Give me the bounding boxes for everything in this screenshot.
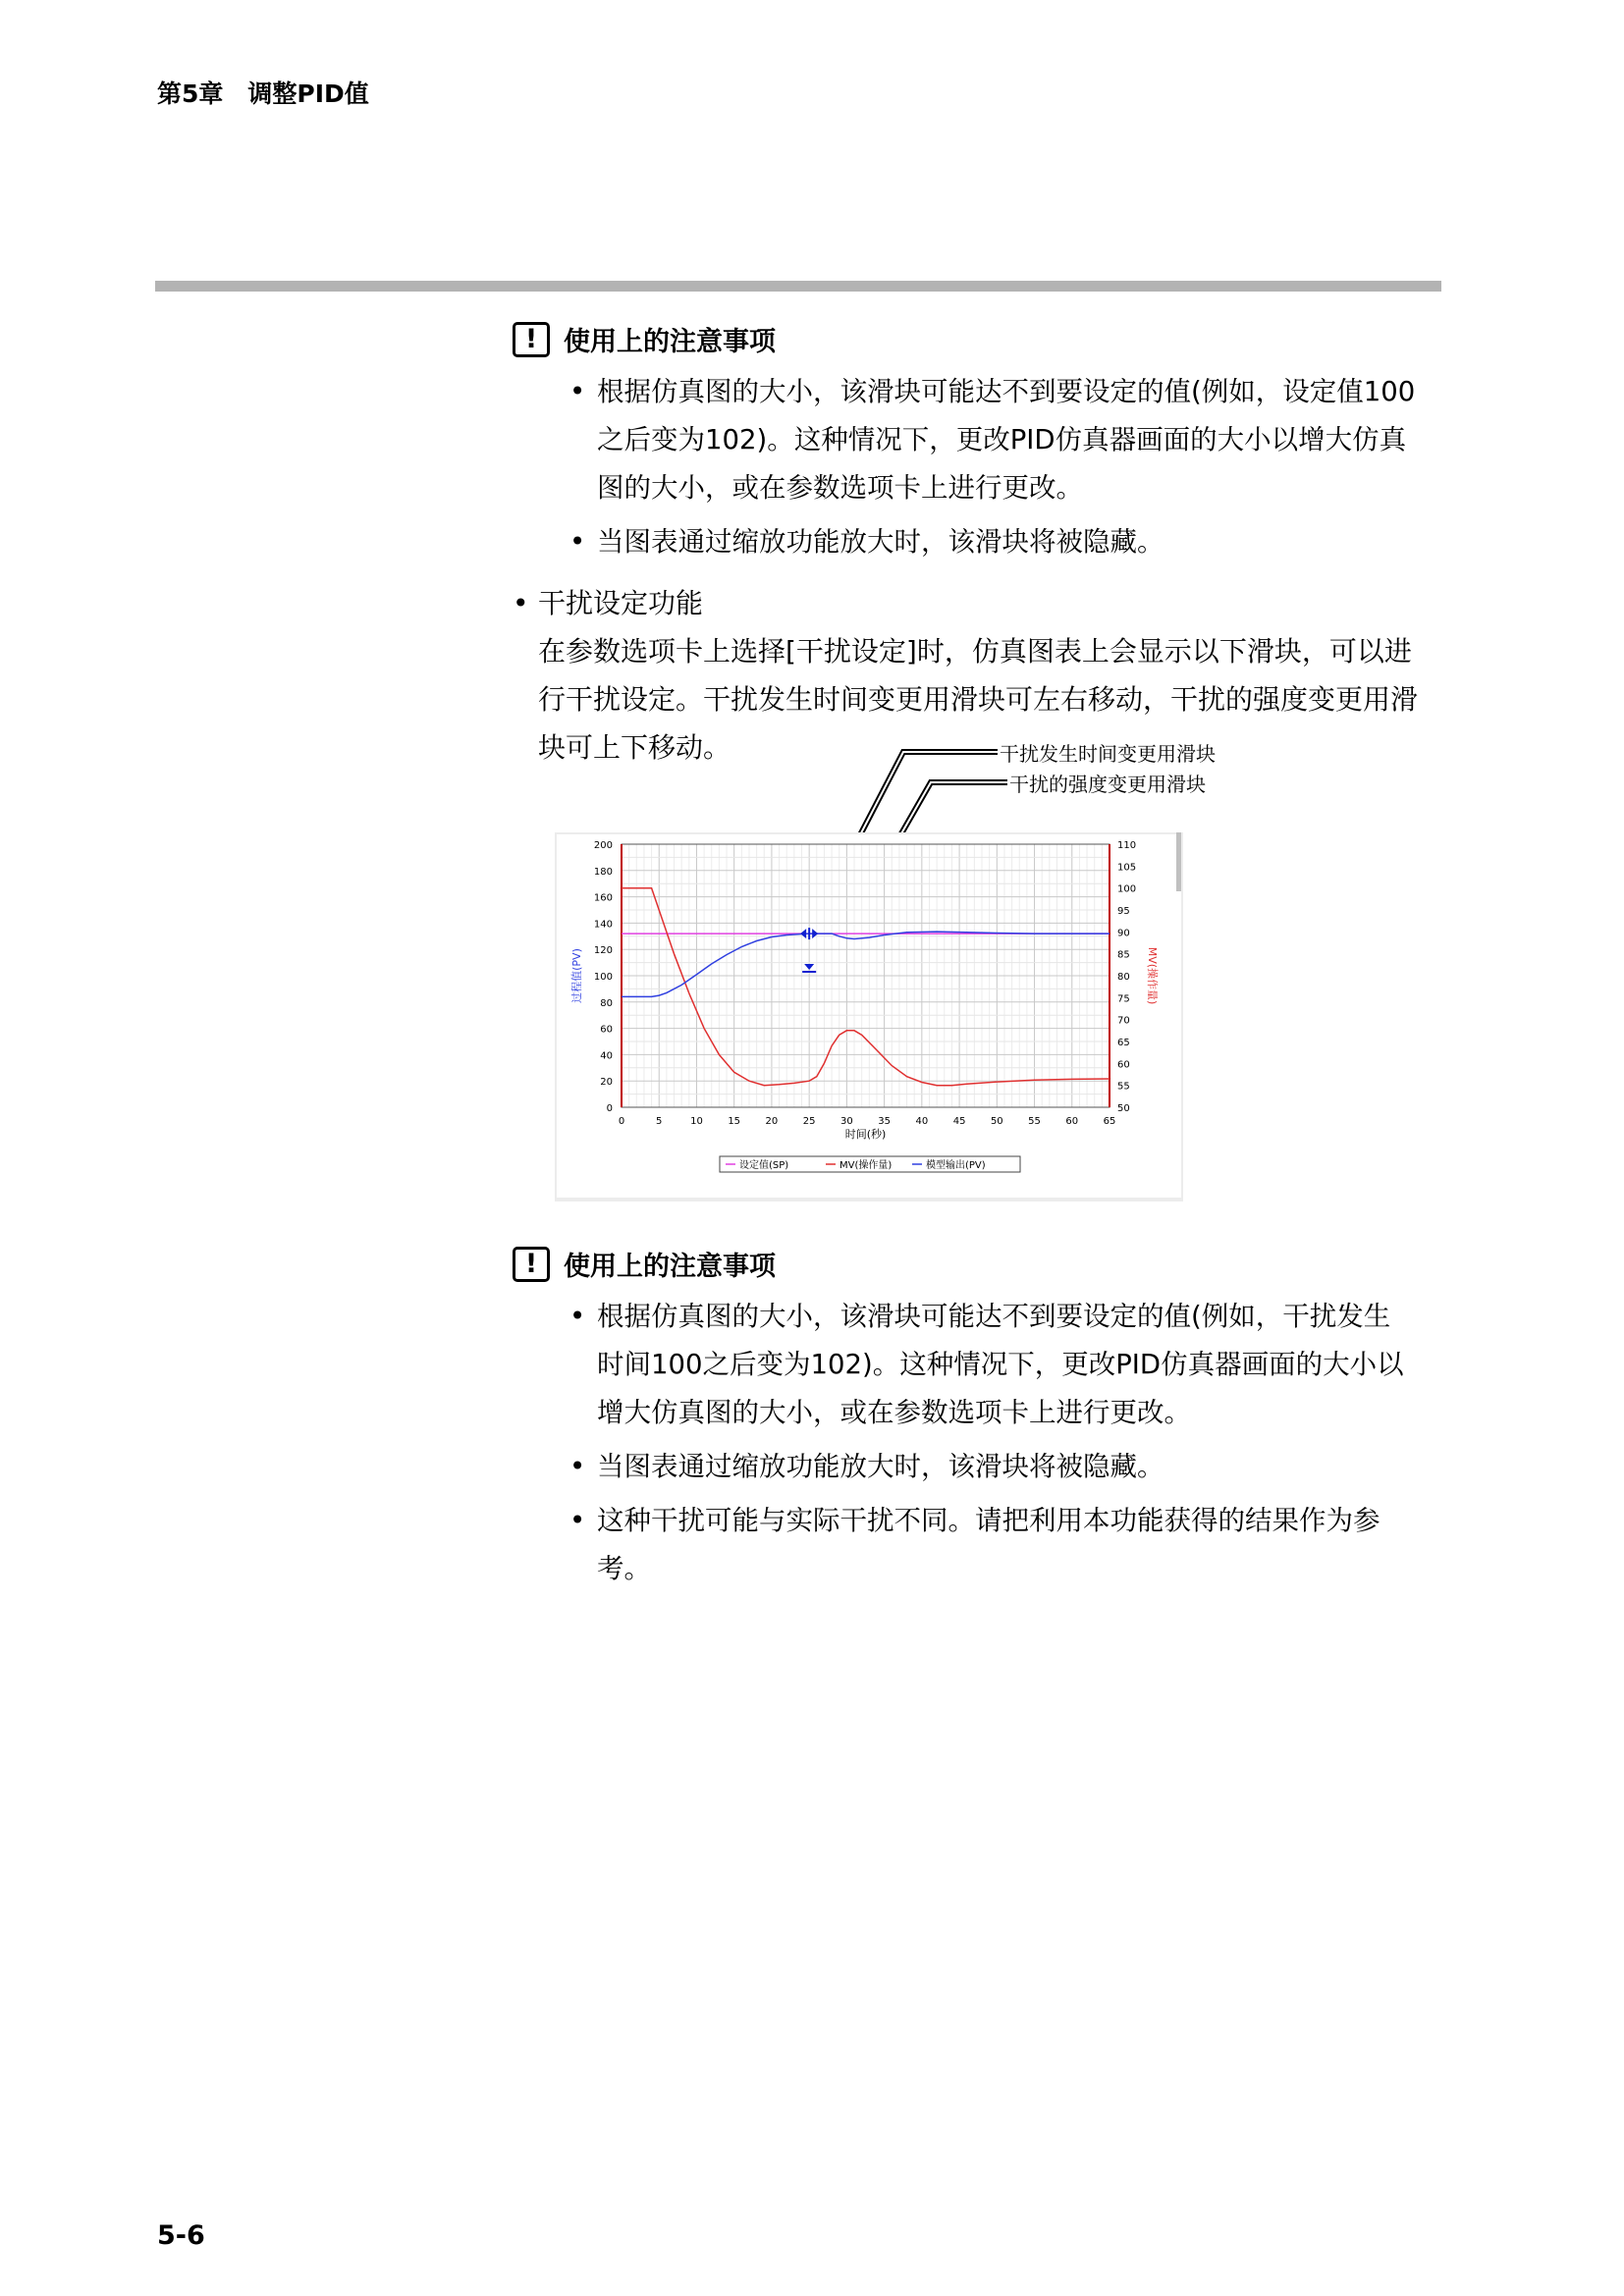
x-tick-label: 25 bbox=[802, 1116, 816, 1127]
caution2-item-2: • 当图表通过缩放功能放大时，该滑块将被隐藏。 bbox=[569, 1443, 1416, 1491]
legend-label-1: MV(操作量) bbox=[839, 1160, 893, 1171]
callout-time-slider: 干扰发生时间变更用滑块 bbox=[1000, 742, 1216, 766]
caution-title-1: ! 使用上的注意事项 bbox=[513, 320, 1455, 358]
y-left-tick-label: 120 bbox=[593, 945, 613, 957]
legend-label-2: 模型输出(PV) bbox=[926, 1160, 986, 1171]
y-left-tick-label: 0 bbox=[606, 1103, 613, 1114]
y-right-tick-label: 70 bbox=[1117, 1015, 1130, 1027]
caution2-item-1: • 根据仿真图的大小，该滑块可能达不到要设定的值(例如，干扰发生时间100之后变为102)。这种情况下，更改PID仿真器画面的大小以增大仿真图的大小，或在参数选项卡上进行更改。 bbox=[569, 1293, 1416, 1437]
caution-icon: ! bbox=[513, 1247, 550, 1282]
y-right-tick-label: 65 bbox=[1117, 1038, 1130, 1048]
y-left-tick-label: 160 bbox=[593, 892, 613, 904]
y-right-tick-label: 80 bbox=[1117, 972, 1130, 983]
y-right-tick-label: 85 bbox=[1117, 949, 1130, 961]
y-right-tick-label: 105 bbox=[1117, 862, 1137, 874]
x-tick-label: 0 bbox=[618, 1116, 625, 1127]
scrollbar bbox=[1176, 832, 1181, 891]
y-right-tick-label: 60 bbox=[1117, 1059, 1130, 1071]
x-tick-label: 35 bbox=[878, 1116, 891, 1127]
y-left-tick-label: 140 bbox=[593, 919, 613, 931]
caution1-item-2: • 当图表通过缩放功能放大时，该滑块将被隐藏。 bbox=[569, 518, 1416, 566]
y-left-tick-label: 20 bbox=[600, 1077, 613, 1089]
x-tick-label: 60 bbox=[1065, 1116, 1079, 1127]
y-left-tick-label: 200 bbox=[593, 840, 613, 851]
x-tick-label: 5 bbox=[656, 1116, 663, 1127]
caution-title-2: ! 使用上的注意事项 bbox=[513, 1245, 1455, 1283]
x-tick-label: 10 bbox=[690, 1116, 703, 1127]
feature-title: • 干扰设定功能 bbox=[513, 579, 1435, 627]
y-right-tick-label: 100 bbox=[1117, 883, 1137, 895]
feature-body: 在参数选项卡上选择[干扰设定]时，仿真图表上会显示以下滑块，可以进行干扰设定。干扰发生时间变更用滑块可左右移动，干扰的强度变更用滑块可上下移动。 bbox=[538, 635, 1419, 764]
chart-legend bbox=[720, 1156, 1020, 1172]
y-left-tick-label: 180 bbox=[593, 866, 613, 878]
x-axis-label: 时间(秒) bbox=[844, 1128, 887, 1141]
x-tick-label: 40 bbox=[915, 1116, 929, 1127]
callout-strength-slider: 干扰的强度变更用滑块 bbox=[1009, 773, 1206, 796]
y-axis-left-label: 过程值(PV) bbox=[570, 948, 583, 1003]
y-left-tick-label: 40 bbox=[600, 1050, 613, 1062]
y-left-tick-label: 80 bbox=[600, 997, 613, 1009]
y-left-tick-label: 60 bbox=[600, 1024, 613, 1036]
x-tick-label: 65 bbox=[1103, 1116, 1116, 1127]
x-tick-label: 45 bbox=[952, 1116, 966, 1127]
page-number: 5-6 bbox=[157, 2220, 205, 2251]
y-left-tick-label: 100 bbox=[593, 972, 613, 983]
y-right-tick-label: 75 bbox=[1117, 993, 1130, 1005]
caution-box-2 bbox=[513, 1245, 1455, 1599]
x-tick-label: 30 bbox=[840, 1116, 853, 1127]
y-right-tick-label: 90 bbox=[1117, 928, 1130, 939]
y-right-tick-label: 95 bbox=[1117, 906, 1130, 917]
caution2-item-3: • 这种干扰可能与实际干扰不同。请把利用本功能获得的结果作为参考。 bbox=[569, 1497, 1416, 1593]
simulation-chart bbox=[555, 832, 1183, 1201]
x-tick-label: 55 bbox=[1028, 1116, 1041, 1127]
caution-icon: ! bbox=[513, 322, 550, 357]
y-right-tick-label: 55 bbox=[1117, 1081, 1130, 1093]
chapter-header: 第5章 调整PID值 bbox=[157, 80, 369, 108]
legend-label-0: 设定值(SP) bbox=[739, 1160, 789, 1171]
y-right-tick-label: 50 bbox=[1117, 1103, 1130, 1114]
y-axis-right-label: MV(操作量) bbox=[1146, 946, 1159, 1005]
x-tick-label: 50 bbox=[990, 1116, 1003, 1127]
caution1-item-1: • 根据仿真图的大小，该滑块可能达不到要设定的值(例如，设定值100之后变为102)。这种情况下，更改PID仿真器画面的大小以增大仿真图的大小，或在参数选项卡上进行更改。 bbox=[569, 368, 1416, 512]
x-tick-label: 15 bbox=[728, 1116, 741, 1127]
x-tick-label: 20 bbox=[765, 1116, 779, 1127]
y-right-tick-label: 110 bbox=[1117, 840, 1137, 851]
